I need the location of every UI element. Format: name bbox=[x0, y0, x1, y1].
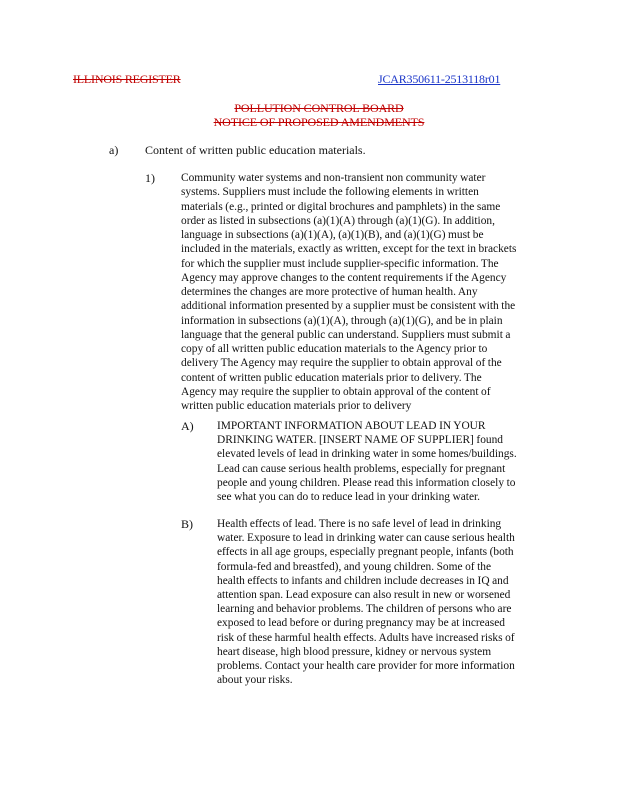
text-line: systems. Suppliers must include the following elements in written bbox=[181, 186, 479, 199]
section-B-label: B) bbox=[181, 517, 193, 531]
section-B-body bbox=[217, 517, 583, 687]
text-line: included in the materials, exactly as written, except for the text in brackets bbox=[181, 243, 517, 256]
jcar-code-ref: JCAR350611-2513118r01 bbox=[378, 72, 501, 86]
text-line: additional information presented by a supplier must be consistent with the bbox=[181, 300, 516, 313]
text-line: copy of all written public education materials to the Agency prior to bbox=[181, 343, 488, 355]
text-line: materials (e.g., printed or digital brochures and pamphlets) in the same bbox=[181, 200, 501, 213]
text-line: exposed to lead before or during pregnancy may be at increased bbox=[217, 617, 505, 630]
text-line: Community water systems and non-transient non community water bbox=[181, 172, 486, 184]
section-a-heading: Content of written public education materials. bbox=[145, 143, 366, 157]
text-line: risk of these harmful health effects. Adults have increased risks of bbox=[217, 631, 515, 644]
text-line: for which the supplier must include supplier-specific information. The bbox=[181, 257, 499, 270]
text-line: content of written public education materials prior to delivery. The bbox=[181, 371, 482, 384]
text-line: DRINKING WATER. [INSERT NAME OF SUPPLIER] found bbox=[217, 434, 503, 447]
text-line: formula-fed and breastfed), and young children. Some of the bbox=[217, 560, 492, 573]
board-name: POLLUTION CONTROL BOARD bbox=[234, 101, 404, 115]
section-A-label: A) bbox=[181, 419, 194, 433]
text-line: delivery The Agency may require the supplier to obtain approval of the bbox=[181, 357, 502, 370]
text-line: learning and behavior problems. The children of persons who are bbox=[217, 603, 512, 616]
text-line: problems. Contact your health care provider for more information bbox=[217, 660, 515, 673]
text-line: determines the changes are more protective of human health. Any bbox=[181, 286, 478, 298]
text-line: effects in all age groups, especially pregnant people, infants (both bbox=[217, 546, 514, 559]
section-a-label: a) bbox=[109, 143, 119, 157]
text-line: information in subsections (a)(1)(A), through (a)(1)(G), and be in plain bbox=[181, 314, 503, 327]
text-line: health effects to infants and children include decreases in IQ and bbox=[217, 574, 509, 587]
text-line: elevated levels of lead in drinking water in some homes/buildings. bbox=[217, 448, 517, 461]
text-line: people and young children. Please read this information closely to bbox=[217, 476, 516, 489]
notice-title: NOTICE OF PROPOSED AMENDMENTS bbox=[213, 115, 425, 129]
text-line: Health effects of lead. There is no safe level of lead in drinking bbox=[217, 518, 502, 530]
text-line: Lead can cause serious health problems, especially for pregnant bbox=[217, 462, 506, 475]
text-line: order as listed in subsections (a)(1)(A) through (a)(1)(G). In addition, bbox=[181, 214, 495, 227]
text-line: about your risks. bbox=[217, 674, 293, 687]
text-line: attention span. Lead exposure can also result in new or worsened bbox=[217, 589, 511, 602]
section-A-body bbox=[217, 419, 583, 504]
section-1-body bbox=[181, 171, 581, 413]
text-line: see what you can do to reduce lead in your drinking water. bbox=[217, 491, 481, 504]
text-line: written public education materials prior to delivery bbox=[181, 400, 412, 412]
text-line: language in subsections (a)(1)(A), (a)(1)(B), and (a)(1)(G) must be bbox=[181, 229, 484, 241]
register-title: ILLINOIS REGISTER bbox=[73, 72, 181, 86]
text-line: heart disease, high blood pressure, kidney or nervous system bbox=[217, 645, 492, 658]
text-line: water. Exposure to lead in drinking water can cause serious health bbox=[217, 532, 515, 545]
section-1-label: 1) bbox=[145, 171, 155, 185]
text-line: IMPORTANT INFORMATION ABOUT LEAD IN YOUR bbox=[217, 420, 486, 432]
text-line: language that the general public can understand. Suppliers must submit a bbox=[181, 328, 511, 341]
text-line: Agency may require the supplier to obtain approval of the content of bbox=[181, 385, 491, 398]
text-line: Agency may approve changes to the content requirements if the Agency bbox=[181, 271, 507, 284]
